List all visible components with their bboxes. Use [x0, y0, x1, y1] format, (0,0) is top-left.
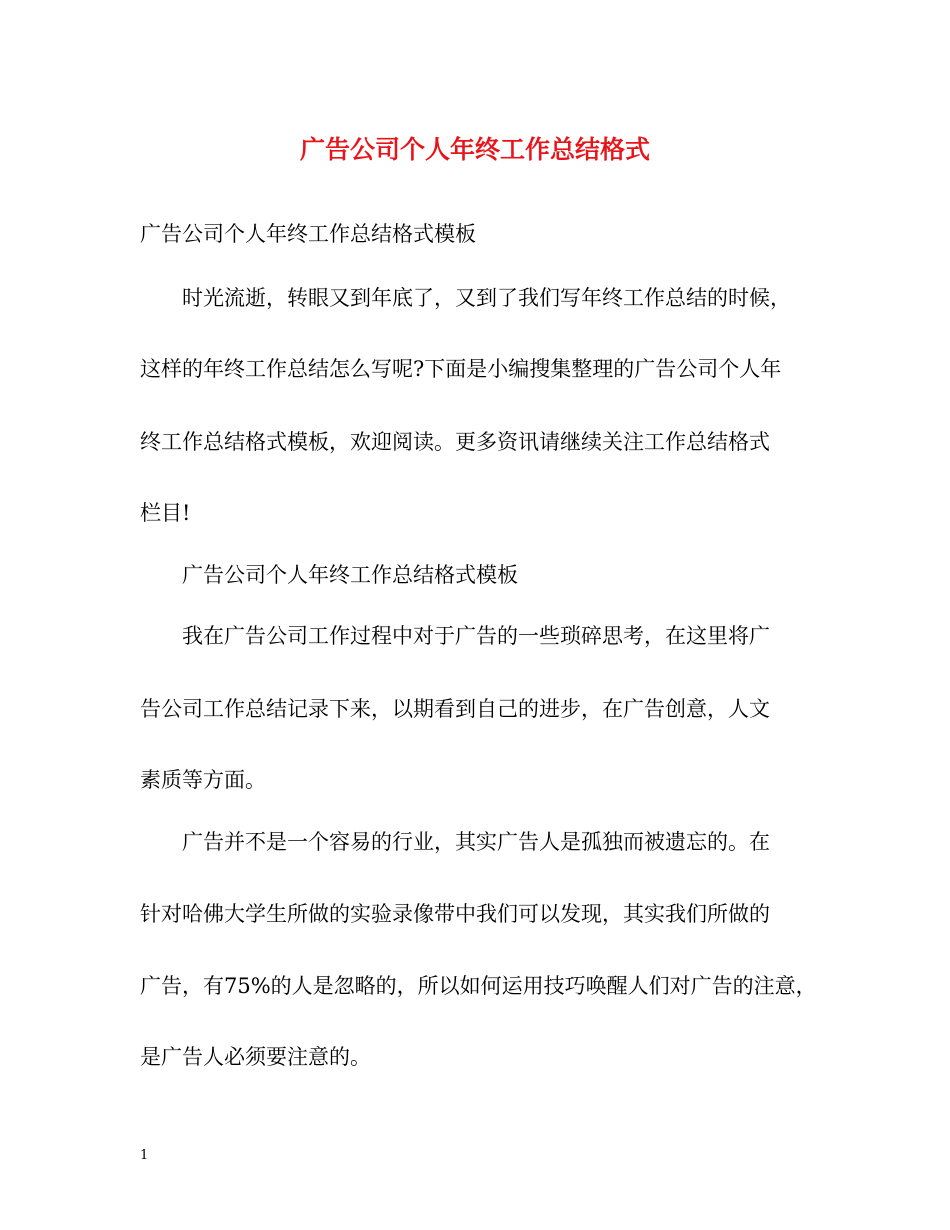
paragraph-line: 时光流逝，转眼又到年底了，又到了我们写年终工作总结的时候，	[182, 286, 791, 310]
paragraph-line: 针对哈佛大学生所做的实验录像带中我们可以发现，其实我们所做的	[140, 902, 770, 926]
paragraph-line: 是广告人必须要注意的。	[140, 1045, 371, 1069]
paragraph-line: 我在广告公司工作过程中对于广告的一些琐碎思考，在这里将广	[182, 624, 770, 648]
page-number: 1	[140, 1148, 149, 1163]
paragraph-line: 终工作总结格式模板，欢迎阅读。更多资讯请继续关注工作总结格式	[140, 430, 770, 454]
subtitle-line: 广告公司个人年终工作总结格式模板	[140, 222, 476, 246]
page-title: 广告公司个人年终工作总结格式	[299, 135, 650, 164]
paragraph-line: 广告，有75%的人是忽略的，所以如何运用技巧唤醒人们对广告的注意，	[140, 974, 817, 998]
paragraph-line: 广告并不是一个容易的行业，其实广告人是孤独而被遗忘的。在	[182, 830, 770, 854]
section-heading: 广告公司个人年终工作总结格式模板	[182, 563, 518, 587]
paragraph-line: 栏目!	[140, 501, 191, 525]
paragraph-line: 告公司工作总结记录下来，以期看到自己的进步，在广告创意，人文	[140, 697, 770, 721]
paragraph-line: 素质等方面。	[140, 768, 266, 792]
paragraph-line: 这样的年终工作总结怎么写呢?下面是小编搜集整理的广告公司个人年	[140, 357, 782, 381]
